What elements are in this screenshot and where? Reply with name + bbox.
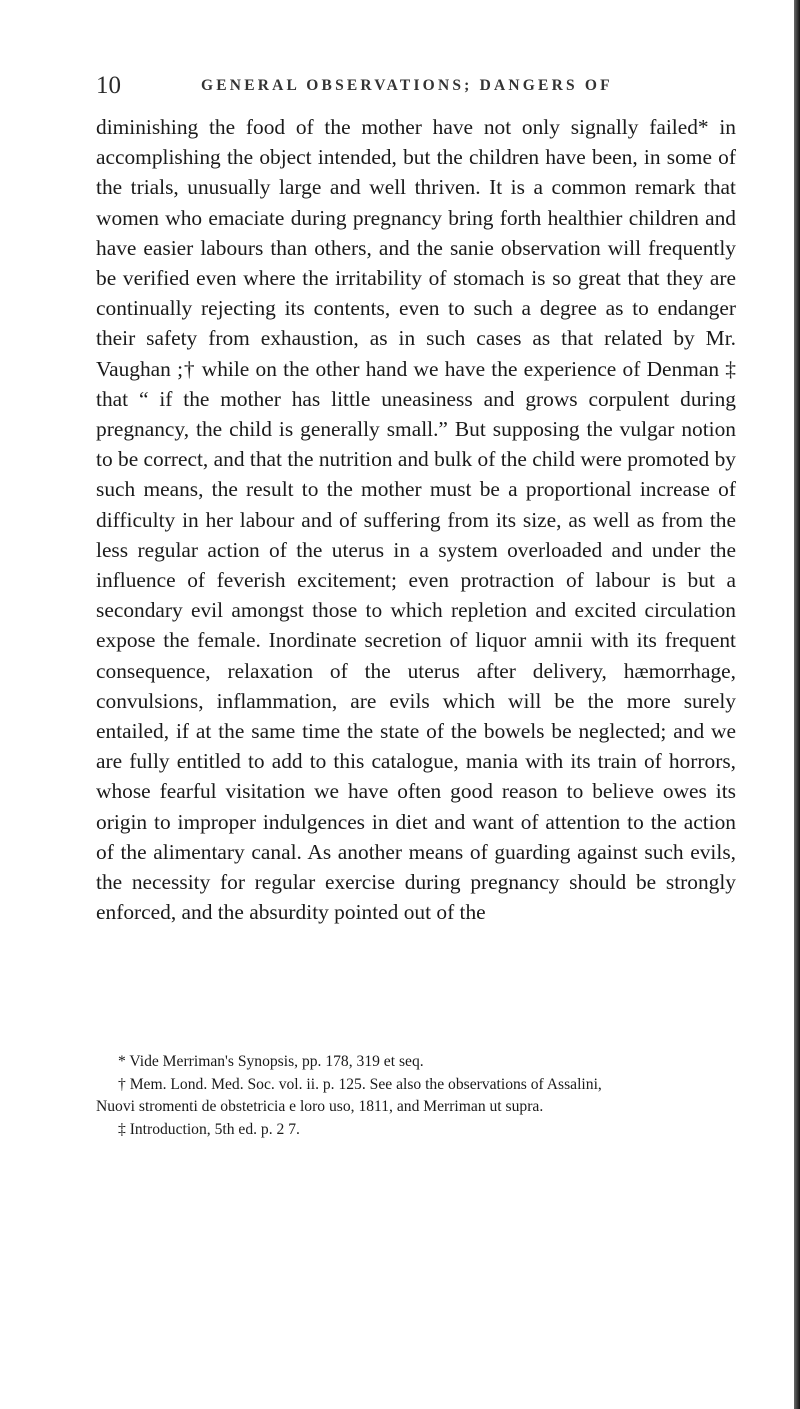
body-paragraph: diminishing the food of the mother have not only signally failed* in accomplishing the object intended, but the children have been, in some of the trials, unusually large and well thriven. It is a common remark that women who emaciate during pregnancy bring forth healthier children and have easier labours than others, and the sanie observation will frequently be verified even where the irritability of stomach is so great that they are continually rejecting its contents, even to such a degree as to endanger their safety from exhaustion, as in such cases as that related by Mr. Vaughan ;† while on the other hand we have the experience of Denman ‡ that “ if the mother has little uneasiness and grows corpulent during pregnancy, the child is generally small.” But supposing the vulgar notion to be correct, and that the nutrition and bulk of the child were promoted by such means, the result to the mother must be a proportional increase of difficulty in her labour and of suffering from its size, as well as from the less regular action of the uterus in a system overloaded and under the influence of feverish excitement; even protraction of labour is but a secondary evil amongst those to which repletion and excited circulation expose the female. Inordinate secretion of liquor amnii with its frequent consequence, relaxation of the uterus after delivery, hæmorrhage, convulsions, inflammation, are evils which will be the more surely entailed, if at the same time the state of the bowels be neglected; and we are fully entitled to add to this catalogue, mania with its train of horrors, whose fearful visitation we have often good reason to believe owes its origin to improper indulgences in diet and want of attention to the action of the alimentary canal. As another means of guarding against such evils, the necessity for regular exercise during pregnancy should be strongly enforced, and the absurdity pointed out of the [96, 115, 736, 925]
running-head: GENERAL OBSERVATIONS; DANGERS OF [201, 77, 613, 94]
page-number: 10 [96, 72, 121, 99]
footnote-2-continuation: Nuovi stromenti de obstetricia e loro uso, 1811, and Merriman ut supra. [96, 1098, 544, 1115]
page-header [96, 66, 736, 106]
footnote-2: † Mem. Lond. Med. Soc. vol. ii. p. 125. See also the observations of Assalini, [118, 1075, 602, 1093]
footnotes [96, 1051, 736, 1141]
page-edge-shadow [794, 0, 800, 1409]
footnote-1: * Vide Merriman's Synopsis, pp. 178, 319 et seq. [118, 1053, 424, 1070]
footnote-3: ‡ Introduction, 5th ed. p. 2 7. [118, 1120, 300, 1138]
